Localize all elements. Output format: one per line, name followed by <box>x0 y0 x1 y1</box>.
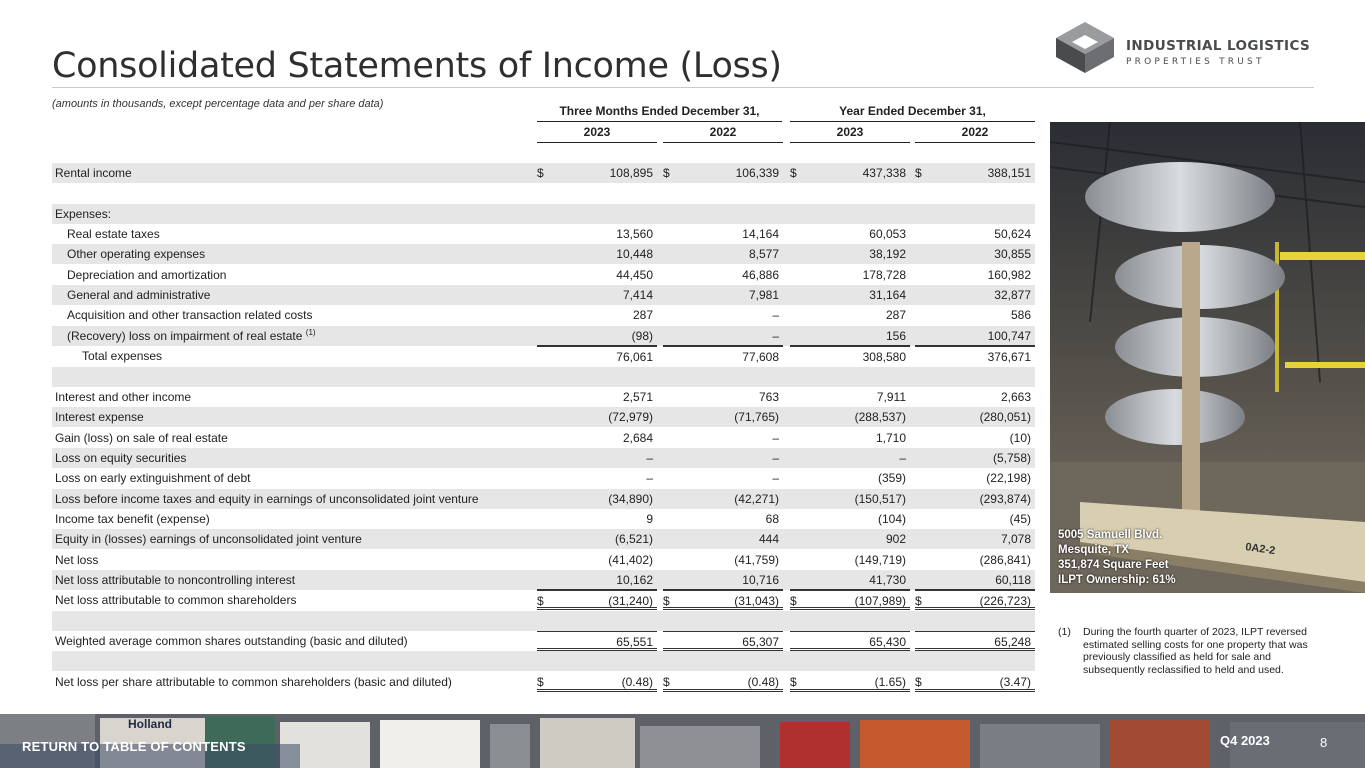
table-cell <box>663 590 783 610</box>
table-row <box>52 265 1035 285</box>
table-cell <box>537 611 657 631</box>
caption-ownership: ILPT Ownership: 61% <box>1058 574 1176 586</box>
table-row <box>52 529 1035 549</box>
row-label: Interest expense <box>55 410 144 425</box>
cell-value: (71,765) <box>734 410 779 425</box>
cell-value: 65,430 <box>869 635 906 650</box>
table-cell <box>537 529 657 549</box>
table-cell <box>663 305 783 325</box>
cell-value: 65,551 <box>616 635 653 650</box>
cell-value: (6,521) <box>614 532 653 547</box>
table-cell <box>537 285 657 305</box>
cell-value: (1.65) <box>874 674 906 689</box>
table-cell <box>915 489 1035 509</box>
row-label: Weighted average common shares outstanding (basic and diluted) <box>55 634 408 649</box>
cell-value: 287 <box>632 308 653 323</box>
table-cell <box>663 224 783 244</box>
cell-value: (0.48) <box>747 674 779 689</box>
table-cell <box>537 305 657 325</box>
year-header: 2022 <box>709 125 737 139</box>
table-cell <box>790 651 910 671</box>
table-cell <box>663 651 783 671</box>
table-cell <box>537 204 657 224</box>
table-cell <box>663 367 783 387</box>
table-cell <box>537 265 657 285</box>
table-row <box>52 611 1035 631</box>
cell-value: 156 <box>885 328 906 343</box>
table-row <box>52 489 1035 509</box>
return-to-toc-link[interactable]: RETURN TO TABLE OF CONTENTS <box>22 739 246 754</box>
row-label: Income tax benefit (expense) <box>55 511 210 526</box>
cell-value: 2,571 <box>622 389 653 404</box>
cell-value: 2,684 <box>622 430 653 445</box>
cell-value: 106,339 <box>735 166 779 180</box>
table-units-note: (amounts in thousands, except percentage data and per share data) <box>52 98 384 110</box>
cell-value: 8,577 <box>748 247 779 262</box>
table-cell <box>790 326 910 346</box>
table-cell <box>537 489 657 509</box>
table-cell <box>915 672 1035 692</box>
table-row <box>52 367 1035 387</box>
cell-value: 763 <box>758 389 779 404</box>
cell-value: 76,061 <box>616 350 653 365</box>
year-underline <box>915 142 1035 143</box>
cell-value: 60,118 <box>995 573 1031 587</box>
cube-logo-icon <box>1054 20 1116 75</box>
cell-value: 287 <box>885 308 906 323</box>
table-cell <box>790 346 910 366</box>
table-row <box>52 163 1035 183</box>
year-header: 2023 <box>836 125 864 139</box>
year-header: 2023 <box>583 125 611 139</box>
cell-value: 50,624 <box>994 227 1031 242</box>
table-cell <box>663 326 783 346</box>
row-label: Equity in (losses) earnings of unconsolidated joint venture <box>55 532 362 547</box>
row-label: Expenses: <box>55 206 112 221</box>
table-row <box>52 305 1035 325</box>
row-label: Loss on equity securities <box>55 450 187 465</box>
currency-symbol: $ <box>537 674 544 689</box>
header-underline <box>537 121 782 122</box>
table-cell <box>915 163 1035 183</box>
cell-value: (359) <box>877 471 906 486</box>
header-underline <box>790 121 1035 122</box>
currency-symbol: $ <box>915 674 922 689</box>
row-label: Loss on early extinguishment of debt <box>55 471 251 486</box>
cell-value: 7,414 <box>622 288 653 303</box>
cell-value: (5,758) <box>992 450 1031 465</box>
table-cell <box>790 570 910 590</box>
cell-value: 1,710 <box>875 430 906 445</box>
cell-value: 44,450 <box>616 267 653 282</box>
table-row <box>52 224 1035 244</box>
table-cell <box>790 407 910 427</box>
cell-value: (280,051) <box>979 410 1031 425</box>
cell-value: (31,043) <box>734 594 779 609</box>
cell-value: – <box>646 471 653 486</box>
cell-value: 65,248 <box>994 635 1031 650</box>
cell-value: (150,517) <box>854 491 906 506</box>
cell-value: 68 <box>765 511 779 526</box>
table-cell <box>537 448 657 468</box>
row-label: Depreciation and amortization <box>67 267 227 282</box>
cell-value: 31,164 <box>869 288 906 303</box>
table-row <box>52 326 1035 346</box>
table-cell <box>663 163 783 183</box>
caption-area: 351,874 Square Feet <box>1058 559 1169 571</box>
row-label: (Recovery) loss on impairment of real estate $^{(1)}$ <box>67 327 316 343</box>
table-row <box>52 448 1035 468</box>
table-cell <box>663 204 783 224</box>
cell-value: 65,307 <box>742 635 779 650</box>
cell-value: – <box>772 328 779 343</box>
cell-value: (42,271) <box>734 491 779 506</box>
cell-value: 10,716 <box>742 573 779 587</box>
quarter-label: Q4 2023 <box>1220 733 1270 748</box>
table-cell <box>915 285 1035 305</box>
table-row <box>52 407 1035 427</box>
table-cell <box>537 224 657 244</box>
table-cell <box>663 448 783 468</box>
row-label: Net loss per share attributable to common shareholders (basic and diluted) <box>55 674 452 689</box>
table-cell <box>790 489 910 509</box>
table-row <box>52 550 1035 570</box>
table-cell <box>537 407 657 427</box>
cell-value: – <box>772 430 779 445</box>
table-cell <box>537 570 657 590</box>
caption-city: Mesquite, TX <box>1058 544 1129 556</box>
table-cell <box>915 346 1035 366</box>
cell-value: 108,895 <box>609 166 653 180</box>
row-label: Net loss <box>55 552 99 567</box>
cell-value: 586 <box>1010 308 1031 323</box>
table-cell <box>663 509 783 529</box>
cell-value: (45) <box>1009 511 1031 526</box>
cell-value: – <box>772 308 779 323</box>
table-row <box>52 204 1035 224</box>
table-cell <box>790 611 910 631</box>
cell-value: (72,979) <box>608 410 653 425</box>
table-cell <box>790 204 910 224</box>
cell-value: (98) <box>631 328 653 343</box>
cell-value: 9 <box>646 511 653 526</box>
table-cell <box>915 468 1035 488</box>
cell-value: 388,151 <box>987 166 1031 180</box>
photo-caption <box>1058 528 1176 588</box>
table-cell <box>915 509 1035 529</box>
year-underline <box>537 142 657 143</box>
title-divider <box>52 87 1314 88</box>
table-cell <box>915 224 1035 244</box>
table-cell <box>915 448 1035 468</box>
cell-value: 2,663 <box>1000 389 1031 404</box>
currency-symbol: $ <box>915 594 922 609</box>
table-cell <box>663 428 783 448</box>
cell-value: – <box>772 471 779 486</box>
table-cell <box>790 183 910 203</box>
cell-value: 77,608 <box>742 350 779 365</box>
cell-value: (31,240) <box>608 594 653 609</box>
table-cell <box>537 590 657 610</box>
table-cell <box>915 428 1035 448</box>
table-cell <box>790 305 910 325</box>
table-cell <box>915 529 1035 549</box>
row-label: Loss before income taxes and equity in earnings of unconsolidated joint venture <box>55 491 479 506</box>
table-cell <box>790 590 910 610</box>
table-row <box>52 672 1035 692</box>
truck-text: Holland <box>128 717 172 731</box>
cell-value: 13,560 <box>616 227 653 242</box>
row-label: Net loss attributable to common shareholders <box>55 593 297 608</box>
cell-value: 437,338 <box>862 166 906 180</box>
caption-address: 5005 Samuell Blvd. <box>1058 529 1163 541</box>
table-cell <box>537 651 657 671</box>
row-label: Real estate taxes <box>67 227 160 242</box>
table-cell <box>915 611 1035 631</box>
table-cell <box>663 631 783 651</box>
cell-value: 7,911 <box>876 389 906 404</box>
table-cell <box>790 367 910 387</box>
table-cell <box>790 428 910 448</box>
table-row <box>52 631 1035 651</box>
table-row <box>52 468 1035 488</box>
row-label: Acquisition and other transaction related costs <box>67 308 313 323</box>
table-cell <box>663 468 783 488</box>
row-label: Rental income <box>55 166 132 180</box>
row-label: Gain (loss) on sale of real estate <box>55 430 228 445</box>
table-cell <box>790 285 910 305</box>
table-cell <box>790 163 910 183</box>
table-cell <box>537 468 657 488</box>
table-cell <box>663 611 783 631</box>
table-row <box>52 651 1035 671</box>
cell-value: 38,192 <box>869 247 906 262</box>
company-logo <box>1054 20 1324 75</box>
table-cell <box>915 570 1035 590</box>
table-cell <box>663 265 783 285</box>
cell-value: 376,671 <box>987 350 1031 365</box>
table-cell <box>537 631 657 651</box>
cell-value: 14,164 <box>742 227 779 242</box>
table-cell <box>537 244 657 264</box>
table-cell <box>915 204 1035 224</box>
table-cell <box>663 570 783 590</box>
cell-value: (3.47) <box>999 674 1031 689</box>
currency-symbol: $ <box>790 674 797 689</box>
logo-tagline: PROPERTIES TRUST <box>1126 57 1265 67</box>
cell-value: (226,723) <box>979 594 1031 609</box>
table-cell <box>915 265 1035 285</box>
table-cell <box>915 631 1035 651</box>
table-cell <box>537 346 657 366</box>
currency-symbol: $ <box>663 594 670 609</box>
table-row <box>52 244 1035 264</box>
table-cell <box>537 550 657 570</box>
table-cell <box>790 550 910 570</box>
cell-value: (149,719) <box>854 552 906 567</box>
footnote-text: During the fourth quarter of 2023, ILPT reversed estimated selling costs for one property that was previously classified as held for sale and subsequently reclassified to held and used. <box>1083 626 1308 676</box>
cell-value: (288,537) <box>854 410 906 425</box>
table-cell <box>537 509 657 529</box>
currency-symbol: $ <box>915 166 922 180</box>
cell-value: (107,989) <box>854 594 906 609</box>
cell-value: 46,886 <box>742 267 779 282</box>
cell-value: 100,747 <box>987 328 1031 343</box>
table-cell <box>663 489 783 509</box>
table-cell <box>790 448 910 468</box>
table-cell <box>537 387 657 407</box>
cell-value: 10,162 <box>616 573 653 587</box>
table-row <box>52 183 1035 203</box>
table-cell <box>915 367 1035 387</box>
table-row <box>52 590 1035 610</box>
table-cell <box>915 407 1035 427</box>
table-cell <box>915 590 1035 610</box>
year-underline <box>663 142 783 143</box>
table-cell <box>790 631 910 651</box>
cell-value: (22,198) <box>986 471 1031 486</box>
table-cell <box>790 387 910 407</box>
table-cell <box>537 183 657 203</box>
table-cell <box>915 326 1035 346</box>
cell-value: (41,759) <box>734 552 779 567</box>
page-number: 8 <box>1320 735 1328 750</box>
cell-value: (41,402) <box>608 552 653 567</box>
logo-wordmark: INDUSTRIAL LOGISTICS <box>1126 38 1311 54</box>
currency-symbol: $ <box>663 166 670 180</box>
cell-value: (104) <box>877 511 906 526</box>
table-cell <box>790 224 910 244</box>
cell-value: (293,874) <box>979 491 1031 506</box>
cell-value: (286,841) <box>979 552 1031 567</box>
page-title: Consolidated Statements of Income (Loss) <box>52 46 782 86</box>
footnote <box>1058 626 1323 676</box>
table-cell <box>663 529 783 549</box>
row-label: Total expenses <box>82 349 163 364</box>
table-cell <box>915 550 1035 570</box>
table-cell <box>663 407 783 427</box>
table-cell <box>663 183 783 203</box>
footnote-mark: (1) <box>1058 626 1071 638</box>
table-row <box>52 387 1035 407</box>
cell-value: 308,580 <box>862 350 906 365</box>
table-cell <box>915 183 1035 203</box>
three-months-header: Three Months Ended December 31, <box>559 104 760 118</box>
table-cell <box>915 244 1035 264</box>
year-header: 2022 <box>961 125 989 139</box>
cell-value: (0.48) <box>621 674 653 689</box>
table-cell <box>663 550 783 570</box>
year-ended-header: Year Ended December 31, <box>839 104 986 118</box>
table-cell <box>915 387 1035 407</box>
cell-value: 60,053 <box>869 227 906 242</box>
table-cell <box>790 509 910 529</box>
cell-value: 178,728 <box>862 267 906 282</box>
cell-value: 444 <box>758 532 779 547</box>
cell-value: 41,730 <box>869 573 906 587</box>
cell-value: 160,982 <box>987 267 1031 282</box>
table-row <box>52 285 1035 305</box>
table-cell <box>790 244 910 264</box>
table-cell <box>663 244 783 264</box>
cell-value: (34,890) <box>608 491 653 506</box>
cell-value: – <box>772 450 779 465</box>
table-cell <box>790 672 910 692</box>
table-cell <box>915 305 1035 325</box>
table-row <box>52 509 1035 529</box>
currency-symbol: $ <box>790 594 797 609</box>
table-cell <box>663 346 783 366</box>
table-cell <box>663 285 783 305</box>
cell-value: – <box>646 450 653 465</box>
table-row <box>52 346 1035 366</box>
table-cell <box>537 428 657 448</box>
currency-symbol: $ <box>790 166 797 180</box>
table-cell <box>663 387 783 407</box>
cell-value: 30,855 <box>994 247 1031 262</box>
footnote-ref: (1) <box>305 327 316 337</box>
table-cell <box>663 672 783 692</box>
table-cell <box>915 651 1035 671</box>
row-label: Interest and other income <box>55 389 192 404</box>
conveyor-label: 0A2-2 <box>1244 541 1276 558</box>
currency-symbol: $ <box>537 166 544 180</box>
table-cell <box>537 326 657 346</box>
row-label: Net loss attributable to noncontrolling interest <box>55 573 296 587</box>
table-row <box>52 428 1035 448</box>
table-cell <box>790 468 910 488</box>
table-cell <box>537 163 657 183</box>
year-underline <box>790 142 910 143</box>
cell-value: 32,877 <box>994 288 1031 303</box>
cell-value: 902 <box>885 532 906 547</box>
property-photo <box>1050 122 1365 593</box>
cell-value: (10) <box>1009 430 1031 445</box>
row-label: Other operating expenses <box>67 247 206 262</box>
table-row <box>52 570 1035 590</box>
currency-symbol: $ <box>537 594 544 609</box>
cell-value: 7,981 <box>748 288 779 303</box>
cell-value: 7,078 <box>1000 532 1031 547</box>
currency-symbol: $ <box>663 674 670 689</box>
row-label: General and administrative <box>67 288 211 303</box>
cell-value: 10,448 <box>616 247 653 262</box>
table-cell <box>537 672 657 692</box>
table-cell <box>790 265 910 285</box>
table-cell <box>537 367 657 387</box>
table-cell <box>790 529 910 549</box>
cell-value: – <box>899 450 906 465</box>
